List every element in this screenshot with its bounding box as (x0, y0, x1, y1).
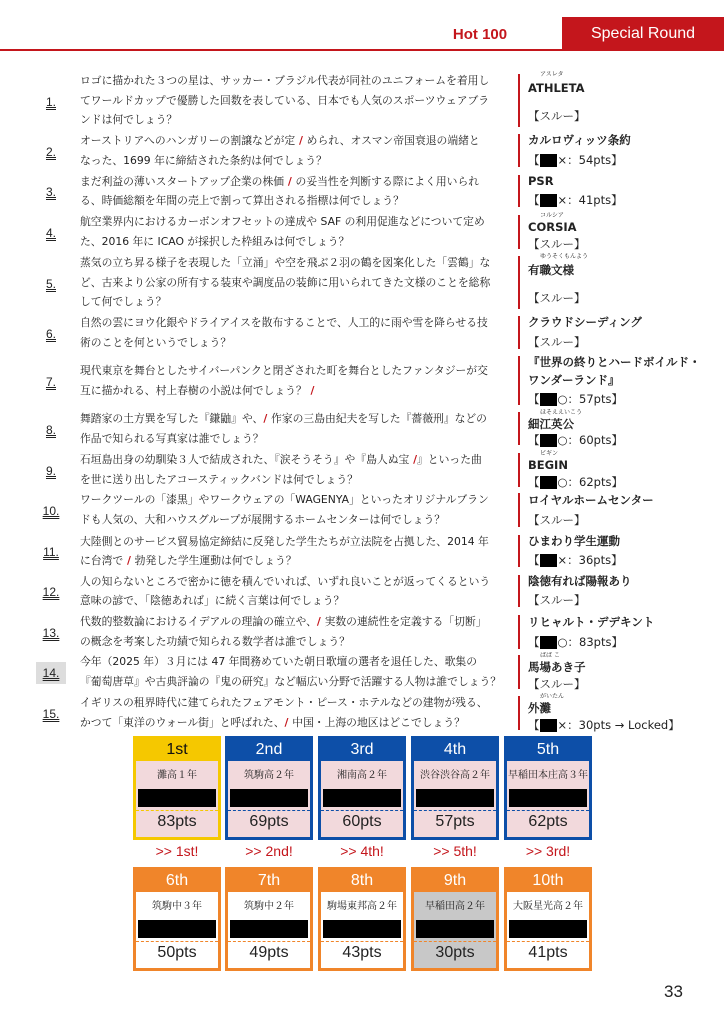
answer-block (528, 212, 724, 252)
answer-divider (518, 256, 520, 309)
redacted-name (540, 194, 557, 207)
question-line: ンドは何でしょう？ (80, 113, 178, 127)
dashed-divider (136, 941, 218, 942)
answer-block (528, 532, 724, 570)
question-line: 『葡萄唐草』や古典評論の『鬼の研究』など幅広い分野で活躍する人物は誰でしょう？ (80, 675, 502, 688)
answer-ruby: ほそええいこう (540, 409, 583, 416)
question-row (0, 490, 724, 530)
question-number: 6. (45, 326, 56, 341)
answer-block (528, 131, 724, 170)
card-body (507, 892, 589, 968)
question-text (80, 693, 512, 733)
answer-result: 【スルー】 (528, 334, 586, 349)
standing-card-1st (133, 736, 221, 840)
redacted-name (540, 154, 557, 167)
answer-text: ひまわり学生運動 (528, 534, 620, 548)
question-line: 互に描かれる、村上春樹の小説は何でしょう？ / (80, 384, 315, 398)
question-number: 14. (36, 662, 66, 684)
question-number: 7. (45, 374, 56, 389)
question-line: ど、古来より公家の所有する装束や調度品の装飾に用いられてきた文様のことを総称 (80, 275, 491, 289)
question-line: を世に送り出したアコースティックバンドは何でしょう？ (80, 473, 358, 486)
slash-marker: / (263, 412, 272, 425)
question-row (0, 532, 724, 570)
rank-label: 1st (166, 741, 188, 758)
dashed-divider (321, 810, 403, 811)
answer-divider (518, 74, 520, 127)
question-line: の概念を考案した功績で知られる数学者は誰でしょう？ (80, 635, 350, 648)
answer-block (528, 693, 724, 733)
rank-label: 9th (443, 872, 467, 889)
question-row (0, 450, 724, 490)
question-line: 代数的整数論におけるイデアルの理論の確立や、/ 実数の連続性を定義する「切断」 (80, 615, 487, 628)
answer-divider (518, 215, 520, 249)
answer-result: 【 ×：54pts】 (528, 152, 623, 167)
question-line: 人の知らないところで密かに徳を積んでいれば、いずれ良いことが返ってくるという (80, 575, 491, 588)
answer-text: 『世界の終りとハードボイルド・ (528, 355, 701, 369)
rank-label: 2nd (255, 741, 283, 758)
answer-result: 【 ○：57pts】 (528, 391, 623, 406)
answer-divider (518, 134, 520, 167)
answer-result: 【スルー】 (528, 676, 586, 691)
answer-divider (518, 615, 520, 649)
standing-card-9th (411, 867, 499, 971)
answer-divider (518, 356, 520, 405)
answer-text: 外灘 (528, 701, 551, 715)
question-text (80, 71, 512, 130)
answer-block (528, 572, 724, 610)
school-name: 湘南高２年 (337, 770, 387, 781)
dashed-divider (228, 941, 310, 942)
answer-text: PSR (528, 174, 554, 188)
answer-block (528, 450, 724, 490)
answer-block (528, 612, 724, 652)
next-rank: >> 5th! (433, 843, 477, 859)
answer-text: BEGIN (528, 458, 568, 472)
redacted-player (138, 789, 216, 807)
dashed-divider (414, 941, 496, 942)
question-number: 1. (45, 94, 56, 109)
dashed-divider (507, 810, 589, 811)
school-name: 駒場東邦高２年 (327, 901, 397, 912)
rank-label: 10th (532, 872, 564, 889)
redacted-name (540, 636, 557, 649)
standing-card-8th (318, 867, 406, 971)
answer-divider (518, 535, 520, 567)
card-body (414, 761, 496, 837)
question-number: 15. (42, 707, 60, 721)
answer-block (528, 353, 724, 408)
question-line: して何でしょう？ (80, 295, 167, 309)
redacted-name (540, 434, 557, 447)
question-line: オーストリアへのハンガリーの割譲などが定 / められ、オスマン帝国衰退の端緒と (80, 134, 480, 147)
question-line: かつて「東洋のウォール街」と呼ばれた、/ 中国・上海の地区はどこでしょう？ (80, 716, 465, 729)
school-name: 早稲田高２年 (425, 901, 485, 912)
standing-card-6th (133, 867, 221, 971)
standing-card-2nd (225, 736, 313, 840)
answer-result: 【 ×：30pts → Locked】 (528, 717, 680, 732)
question-row (0, 71, 724, 130)
question-line: 大陸側とのサービス貿易協定締結に反発した学生たちが立法院を占拠した、2014 年 (80, 535, 489, 548)
slash-marker: / (295, 134, 307, 147)
answer-text: 有職文様 (528, 263, 574, 277)
points: 49pts (249, 944, 289, 961)
question-number: 11. (43, 545, 59, 559)
answer-divider (518, 175, 520, 207)
question-line: る、時価総額を年間の売上で割って算出される指標は何でしょう？ (80, 194, 404, 207)
rank-label: 6th (165, 872, 189, 889)
next-rank: >> 3rd! (525, 843, 571, 859)
card-body (321, 892, 403, 968)
question-line: 舞踏家の土方巽を写した『鎌鼬』や、/ 作家の三島由紀夫を写した『薔薇刑』などの (80, 412, 487, 425)
answer-divider (518, 696, 520, 730)
question-row (0, 612, 724, 652)
slash-marker: / (284, 716, 293, 729)
standing-card-5th (504, 736, 592, 840)
answer-text: ATHLETA (528, 81, 585, 95)
slash-marker: / (316, 615, 325, 628)
answer-text: ロイヤルホームセンター (528, 493, 654, 507)
slash-marker: / (306, 384, 315, 398)
question-number: 9. (45, 464, 56, 478)
question-line: てワールドカップで優勝した回数を表している、日本でも人気のスポーツウェアブラ (80, 93, 490, 107)
redacted-player (416, 920, 494, 938)
card-body (136, 892, 218, 968)
redacted-name (540, 719, 557, 732)
standing-card-4th (411, 736, 499, 840)
dashed-divider (136, 810, 218, 811)
rank-label: 3rd (350, 741, 374, 758)
question-number: 8. (45, 422, 56, 437)
answer-result: 【スルー】 (528, 236, 586, 251)
answer-result: 【スルー】 (528, 513, 586, 527)
standing-card-3rd (318, 736, 406, 840)
answer-ruby: コルシア (540, 212, 564, 219)
answer-block (528, 652, 724, 692)
card-body (228, 761, 310, 837)
question-number: 2. (45, 144, 56, 159)
question-line: 意味の諺で、「陰徳あれば」に続く言葉は何でしょう？ (80, 594, 345, 607)
question-text (80, 612, 512, 652)
question-line: 航空業界内におけるカーボンオフセットの達成や SAF の利用促進などについて定め (80, 215, 485, 228)
question-row (0, 313, 724, 352)
question-number: 5. (45, 276, 56, 291)
question-text (80, 131, 512, 170)
redacted-player (323, 920, 401, 938)
question-text (80, 172, 512, 210)
next-rank: >> 1st! (155, 843, 199, 859)
question-row (0, 652, 724, 692)
points: 83pts (157, 813, 197, 830)
points: 57pts (435, 813, 475, 830)
question-text (80, 450, 512, 490)
question-line: ロゴに描かれた３つの星は、サッカー・ブラジル代表が同社のユニフォームを着用し (80, 74, 490, 87)
question-number: 13. (42, 626, 60, 640)
question-row (0, 253, 724, 312)
question-line: ドも人気の、大和ハウスグループが展開するホームセンターは何でしょう？ (80, 513, 446, 526)
question-row (0, 212, 724, 252)
question-line: 現代東京を舞台としたサイバーパンクと閉ざされた町を舞台としたファンタジーが交 (80, 364, 488, 377)
question-text (80, 409, 512, 448)
answer-result: 【 ○：83pts】 (528, 635, 623, 649)
question-line: た、2016 年に ICAO が採択した枠組みは何でしょう？ (80, 235, 350, 248)
question-row (0, 409, 724, 448)
redacted-player (230, 920, 308, 938)
answer-divider (518, 493, 520, 527)
question-row (0, 131, 724, 170)
answer-block (528, 71, 724, 130)
redacted-player (323, 789, 401, 807)
slash-marker: / (284, 175, 296, 188)
dashed-divider (414, 810, 496, 811)
answer-ruby: がいたん (540, 693, 565, 700)
answer-result: 【 ×：41pts】 (528, 193, 623, 207)
card-body (507, 761, 589, 837)
question-text (80, 532, 512, 570)
rank-label: 7th (257, 872, 281, 889)
school-name: 早稲田本庄高３年 (508, 770, 588, 781)
answer-text: 細江英公 (528, 417, 574, 431)
next-rank: >> 4th! (340, 843, 384, 859)
question-text (80, 652, 512, 692)
answer-ruby: ビギン (540, 450, 558, 457)
points: 69pts (249, 813, 289, 830)
redacted-player (509, 920, 587, 938)
card-body (228, 892, 310, 968)
standing-card-10th (504, 867, 592, 971)
question-text (80, 253, 512, 312)
answer-text: クラウドシーディング (528, 315, 642, 329)
school-name: 筑駒高２年 (244, 770, 294, 781)
dashed-divider (507, 941, 589, 942)
rank-label: 4th (443, 741, 467, 758)
rank-label: 5th (536, 741, 560, 758)
answer-divider (518, 575, 520, 607)
answer-result: 【スルー】 (528, 109, 586, 124)
school-name: 渋谷渋谷高２年 (420, 770, 490, 781)
points: 62pts (528, 813, 568, 830)
answer-block (528, 172, 724, 210)
answer-text: リヒャルト・デデキント (528, 615, 655, 629)
header-special-round: Special Round (562, 17, 724, 50)
redacted-name (540, 554, 557, 567)
question-number: 4. (45, 226, 56, 240)
points: 30pts (435, 944, 475, 961)
redacted-name (540, 476, 557, 489)
answer-ruby: アスレタ (540, 71, 564, 78)
dashed-divider (321, 941, 403, 942)
question-line: に台湾で / 勃発した学生運動は何でしょう？ (80, 554, 297, 567)
redacted-name (540, 393, 557, 406)
answer-block (528, 490, 724, 530)
question-row (0, 172, 724, 210)
card-body (321, 761, 403, 837)
question-line: ワークツールの「漆黒」やワークウェアの「WAGENYA」といったオリジナルブラン (80, 493, 489, 506)
question-number: 10. (42, 504, 60, 518)
question-text (80, 313, 512, 352)
redacted-player (416, 789, 494, 807)
points: 43pts (342, 944, 382, 961)
answer-block (528, 253, 724, 312)
slash-marker: / (123, 554, 135, 567)
question-text (80, 212, 512, 252)
slash-marker: / (409, 453, 418, 466)
answer-text: カルロヴィッツ条約 (528, 133, 631, 147)
rank-label: 8th (350, 872, 374, 889)
question-number: 3. (45, 185, 56, 199)
answer-divider (518, 316, 520, 349)
question-line: なった、1699 年に締結された条約は何でしょう？ (80, 153, 327, 167)
answer-ruby: ゆうそくもんよう (540, 253, 589, 260)
answer-result: 【 ○：62pts】 (528, 474, 623, 489)
answer-result: 【 ×：36pts】 (528, 553, 623, 567)
answer-divider (518, 412, 520, 445)
redacted-player (230, 789, 308, 807)
question-line: 石垣島出身の幼馴染３人で結成された、『涙そうそう』や『島人ぬ宝 /』といった曲 (80, 453, 482, 466)
question-row (0, 693, 724, 733)
question-line: イギリスの租界時代に建てられたフェアモント・ピース・ホテルなどの建物が残る、 (80, 696, 488, 709)
answer-block (528, 313, 724, 352)
points: 50pts (157, 944, 197, 961)
answer-text: CORSIA (528, 220, 577, 234)
school-name: 筑駒中３年 (152, 901, 202, 912)
question-text (80, 361, 512, 402)
question-text (80, 490, 512, 530)
answer-text: 陰徳有れば陽報あり (528, 574, 632, 588)
school-name: 大阪星光高２年 (513, 901, 583, 912)
redacted-player (509, 789, 587, 807)
answer-ruby: ばば こ (540, 652, 560, 659)
question-number: 12. (42, 585, 60, 599)
question-line: 作品で知られる写真家は誰でしょう？ (80, 431, 264, 445)
school-name: 筑駒中２年 (244, 901, 294, 912)
answer-divider (518, 453, 520, 487)
page-number: 33 (664, 982, 683, 1001)
answer-result: 【スルー】 (528, 291, 586, 306)
answer-text: ワンダーランド』 (528, 373, 620, 388)
standing-card-7th (225, 867, 313, 971)
points: 60pts (342, 813, 382, 830)
answer-result: 【 ○：60pts】 (528, 433, 623, 447)
answer-divider (518, 655, 520, 689)
question-row (0, 572, 724, 610)
next-rank: >> 2nd! (245, 843, 293, 859)
question-line: 蒸気の立ち昇る様子を表現した「立涌」や空を飛ぶ２羽の鶴を図案化した「雲鶴」な (80, 256, 491, 269)
card-body (414, 892, 496, 968)
question-line: 今年（2025 年）３月には 47 年間務めていた朝日歌壇の選者を退任した、歌集の (80, 655, 478, 668)
question-text (80, 572, 512, 610)
dashed-divider (228, 810, 310, 811)
question-line: 術のことを何というでしょう？ (80, 335, 232, 349)
answer-result: 【スルー】 (528, 593, 586, 607)
points: 41pts (528, 944, 568, 961)
answer-text: 馬場あき子 (528, 660, 586, 674)
header-hot100: Hot 100 (452, 26, 508, 43)
card-body (136, 761, 218, 837)
question-row (0, 353, 724, 408)
question-line: 自然の雲にヨウ化銀やドライアイスを散布することで、人工的に雨や雪を降らせる技 (80, 316, 488, 329)
answer-block (528, 409, 724, 448)
redacted-player (138, 920, 216, 938)
question-line: まだ利益の薄いスタートアップ企業の株価 / の妥当性を判断する際によく用いられ (80, 175, 480, 188)
school-name: 灘高１年 (157, 770, 197, 781)
